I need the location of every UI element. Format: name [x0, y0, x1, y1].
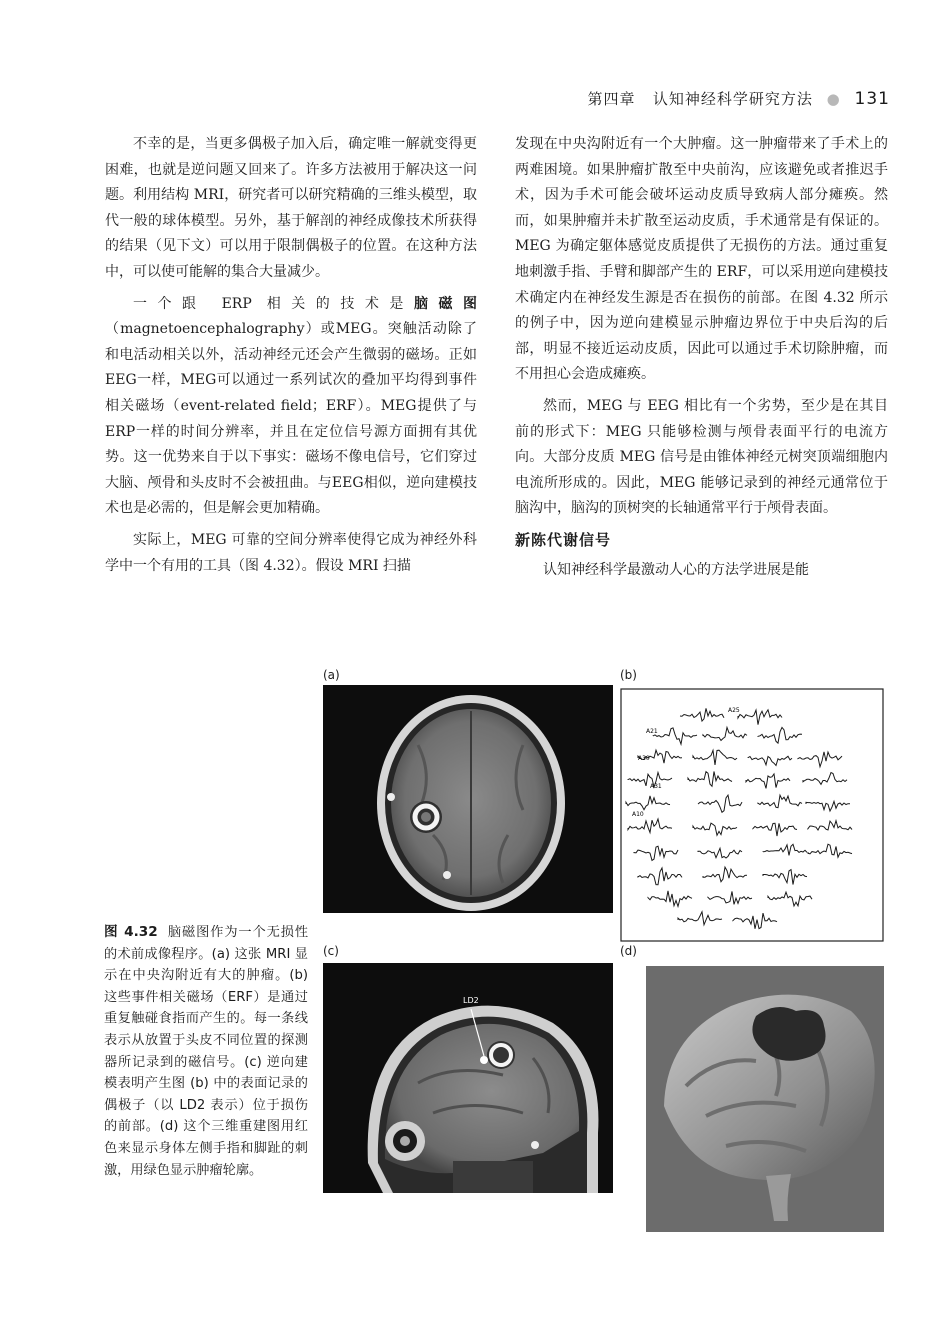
paragraph: 认知神经科学最激动人心的方法学进展是能: [543, 561, 809, 578]
chapter-title: 认知神经科学研究方法: [652, 90, 813, 108]
paragraph: 发现在中央沟附近有一个大肿瘤。这一肿瘤带来了手术上的两难困境。如果肿瘤扩散至中央前沟，应该避免或者推迟手术，因为手术可能会破坏运动皮质导致病人部分瘫痪。然而，如果肿瘤并未扩散至运动皮质，手术通常是有保证的。MEG 为确定躯体感觉皮质提供了无损伤的方法。通过重复地刺激手指、手臂和脚部产生的 ERF，可以采用逆向建模技术确定内在神经发生源是否在损伤的前部。在图 4.32 所示的例子中，因为逆向建模显示肿瘤边界位于中央后沟的后部，明显不接近运动皮质，因此可以通过手术切除肿瘤，而不用担心会造成瘫痪。: [515, 136, 888, 383]
channel-label: A10: [632, 811, 644, 818]
left-column: [105, 132, 477, 585]
mri-axial-image: [323, 685, 613, 913]
caption-text: 脑磁图作为一个无损性的术前成像程序。(a) 这张 MRI 显示在中央沟附近有大的肿瘤。(b) 这些事件相关磁场（ERF）是通过重复触碰食指而产生的。每一条线表示从放置于头皮不同位置的探测器所记录到的磁信号。(c) 逆向建模表明产生图 (b) 中的表面记录的偶极子（以 LD2 表示）位于损伤的前部。(d) 这个三维重建图用红色来显示身体左侧手指和脚趾的刺激，用绿色显示肿瘤轮廓。: [104, 925, 309, 1178]
erf-sensor-map: [620, 688, 884, 942]
paragraph: [105, 292, 477, 522]
channel-label: A21: [646, 728, 658, 735]
paragraph: 实际上，MEG 可靠的空间分辨率使得它成为神经外科学中一个有用的工具（图 4.32）。假设 MRI 扫描: [105, 531, 477, 574]
channel-label: A30: [638, 755, 650, 762]
panel-label-b: (b): [620, 668, 637, 682]
figure-label: 图 4.32: [104, 924, 158, 940]
running-header: [560, 88, 890, 112]
paragraph: 然而，MEG 与 EEG 相比有一个劣势，至少是在其目前的形式下：MEG 只能够检测与颅骨表面平行的电流方向。大部分皮质 MEG 信号是由锥体神经元树突顶端细胞内电流所形成的。因此，MEG 能够记录到的神经元通常位于脑沟中，脑沟的顶树突的长轴通常平行于颅骨表面。: [515, 397, 888, 517]
channel-label: A31: [650, 783, 662, 790]
brain-3d-reconstruction: [646, 966, 884, 1232]
panel-label-c: (c): [323, 944, 339, 958]
panel-label-d: (d): [620, 944, 637, 958]
page-number: 131: [854, 89, 890, 109]
section-heading: 新陈代谢信号: [515, 530, 612, 549]
chapter-label: 第四章: [587, 90, 636, 108]
key-term: 脑磁图: [413, 295, 477, 312]
channel-label: A25: [728, 707, 740, 714]
paragraph-text: （magnetoencephalography）或MEG。突触活动除了和电活动相关以外，活动神经元还会产生微弱的磁场。正如EEG一样，MEG可以通过一系列试次的叠加平均得到事件相关磁场（event-related field；ERF）。MEG提供了与ERP一样的时间分辨率，并且在定位信号源方面拥有其优势。这一优势来自于以下事实：磁场不像电信号，它们穿过大脑、颅骨和头皮时不会被扭曲。与EEG相似，逆向建模技术也是必需的，但是解会更加精确。: [105, 321, 477, 517]
paragraph: 不幸的是，当更多偶极子加入后，确定唯一解就变得更困难，也就是逆问题又回来了。许多方法被用于解决这一问题。利用结构 MRI，研究者可以研究精确的三维头模型，取代一般的球体模型。另外，基于解剖的神经成像技术所获得的结果（见下文）可以用于限制偶极子的位置。在这种方法中，可以使可能解的集合大量减少。: [105, 136, 477, 280]
paragraph-text: 一个跟 ERP 相关的技术是: [133, 295, 414, 312]
separator-dot-icon: ●: [826, 90, 841, 108]
dipole-label: LD2: [463, 996, 479, 1005]
right-column: [515, 132, 888, 589]
mri-sagittal-image: [323, 963, 613, 1193]
figure-caption: [104, 922, 308, 1181]
panel-label-a: (a): [323, 668, 340, 682]
